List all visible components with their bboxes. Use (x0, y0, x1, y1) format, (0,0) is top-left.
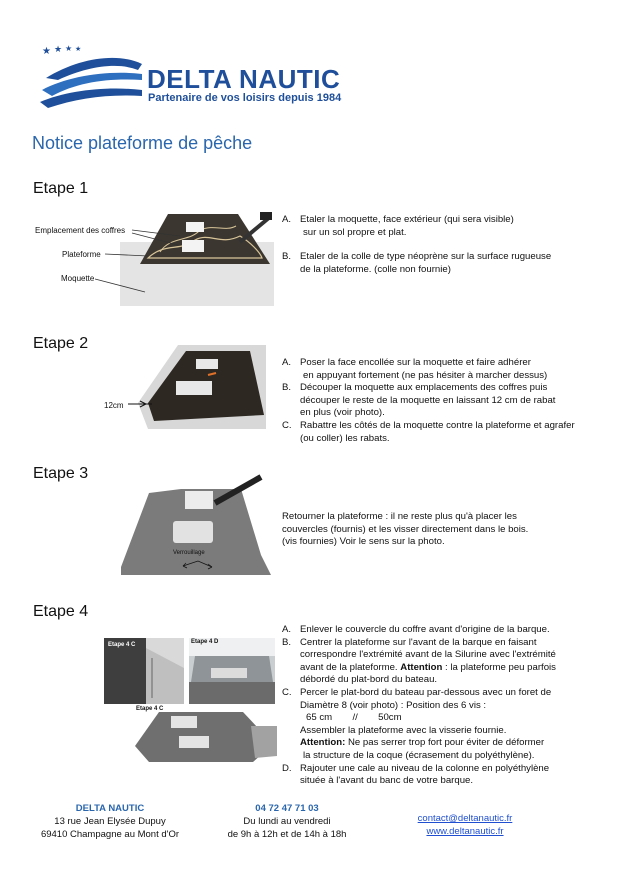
email-link[interactable]: contact@deltanautic.fr (417, 813, 513, 824)
step4-photo-c2 (133, 706, 277, 764)
step1-item-b: B. Etaler de la colle de type néoprène sur la surface rugueuse de la plateforme. (colle non fournie) (282, 251, 552, 275)
label-plateforme: Plateforme (62, 250, 101, 259)
step4-heading: Etape 4 (33, 603, 89, 620)
svg-text:★: ★ (75, 46, 82, 53)
svg-text:★: ★ (54, 44, 63, 54)
brand-name: DELTA NAUTIC (147, 64, 341, 94)
step4-instructions (282, 624, 612, 788)
page-title: Notice plateforme de pêche (32, 133, 253, 153)
label-moquette: Moquette (61, 274, 95, 283)
photo-label-d: Etape 4 D (191, 639, 219, 645)
step4-item-a: A. Enlever le couvercle du coffre avant d'origine de la barque. (282, 624, 550, 635)
step4-photo-c1 (104, 638, 184, 704)
step2-heading: Etape 2 (33, 335, 89, 352)
step1-item-a: A. Etaler la moquette, face extérieur (qui sera visible) sur un sol propre et plat. (282, 214, 514, 238)
footer-phone: 04 72 47 71 03 Du lundi au vendredi de 9h à 12h et de 14h à 18h (212, 802, 362, 841)
photo-label-c2: Etape 4 C (136, 706, 164, 712)
svg-text:★: ★ (42, 46, 51, 57)
step2-item-b: B. Découper la moquette aux emplacements des coffres puis découper le reste de la moquette en laissant 12 cm de rabat en plus (voir photo). (282, 382, 556, 419)
step4-item-d: D. Rajouter une cale au niveau de la colonne en polyéthylène située à l'avant du banc de votre barque. (282, 762, 550, 787)
step4-item-c: C. Percer le plat-bord du bateau par-dessous avec un foret de Diamètre 8 (voir photo) : Position des 6 vis : 65 cm // 50cm Assembler la plateforme avec la visserie fournie. Attention: Ne pas serrer trop fort pour éviter de déformer la structure de la coque (écrasement du polyéthylène). (282, 686, 552, 761)
step3-instructions: Retourner la plateforme : il ne reste plus qu'à placer les couvercles (fournis) et les visser directement dans le bois. (vis fournies) Voir le sens sur la photo. (282, 511, 529, 548)
svg-text:★: ★ (65, 44, 73, 53)
footer-company-name: DELTA NAUTIC (75, 803, 145, 814)
footer-address: DELTA NAUTIC 13 rue Jean Elysée Dupuy 69410 Champagne au Mont d'Or (30, 802, 190, 841)
website-link[interactable]: www.deltanautic.fr (426, 826, 504, 837)
step2-item-a: A. Poser la face encollée sur la moquette et faire adhérer en appuyant fortement (ne pas hésiter à marcher dessus) (282, 357, 548, 381)
step2-item-c: C. Rabattre les côtés de la moquette contre la plateforme et agrafer (ou coller) les rabats. (282, 419, 575, 444)
label-12cm: 12cm (104, 401, 124, 410)
step4-item-b: B. Centrer la plateforme sur l'avant de la barque en faisant correspondre l'extrémité avant de la Silurine avec l'extrémité avant de la plateforme. Attention : la plateforme peu parfois débordé du plat-bord du bateau. (282, 636, 556, 686)
footer-phone-number[interactable]: 04 72 47 71 03 (255, 803, 319, 814)
photo-label-c1: Etape 4 C (108, 642, 136, 648)
brand-tagline: Partenaire de vos loisirs depuis 1984 (148, 92, 342, 104)
label-verrouillage: Verrouillage (173, 550, 205, 556)
step3-heading: Etape 3 (33, 465, 89, 482)
step1-heading: Etape 1 (33, 180, 89, 197)
step4-photo-d (189, 638, 275, 704)
label-emplacement-coffres: Emplacement des coffres (35, 226, 126, 235)
footer-web (400, 812, 530, 838)
